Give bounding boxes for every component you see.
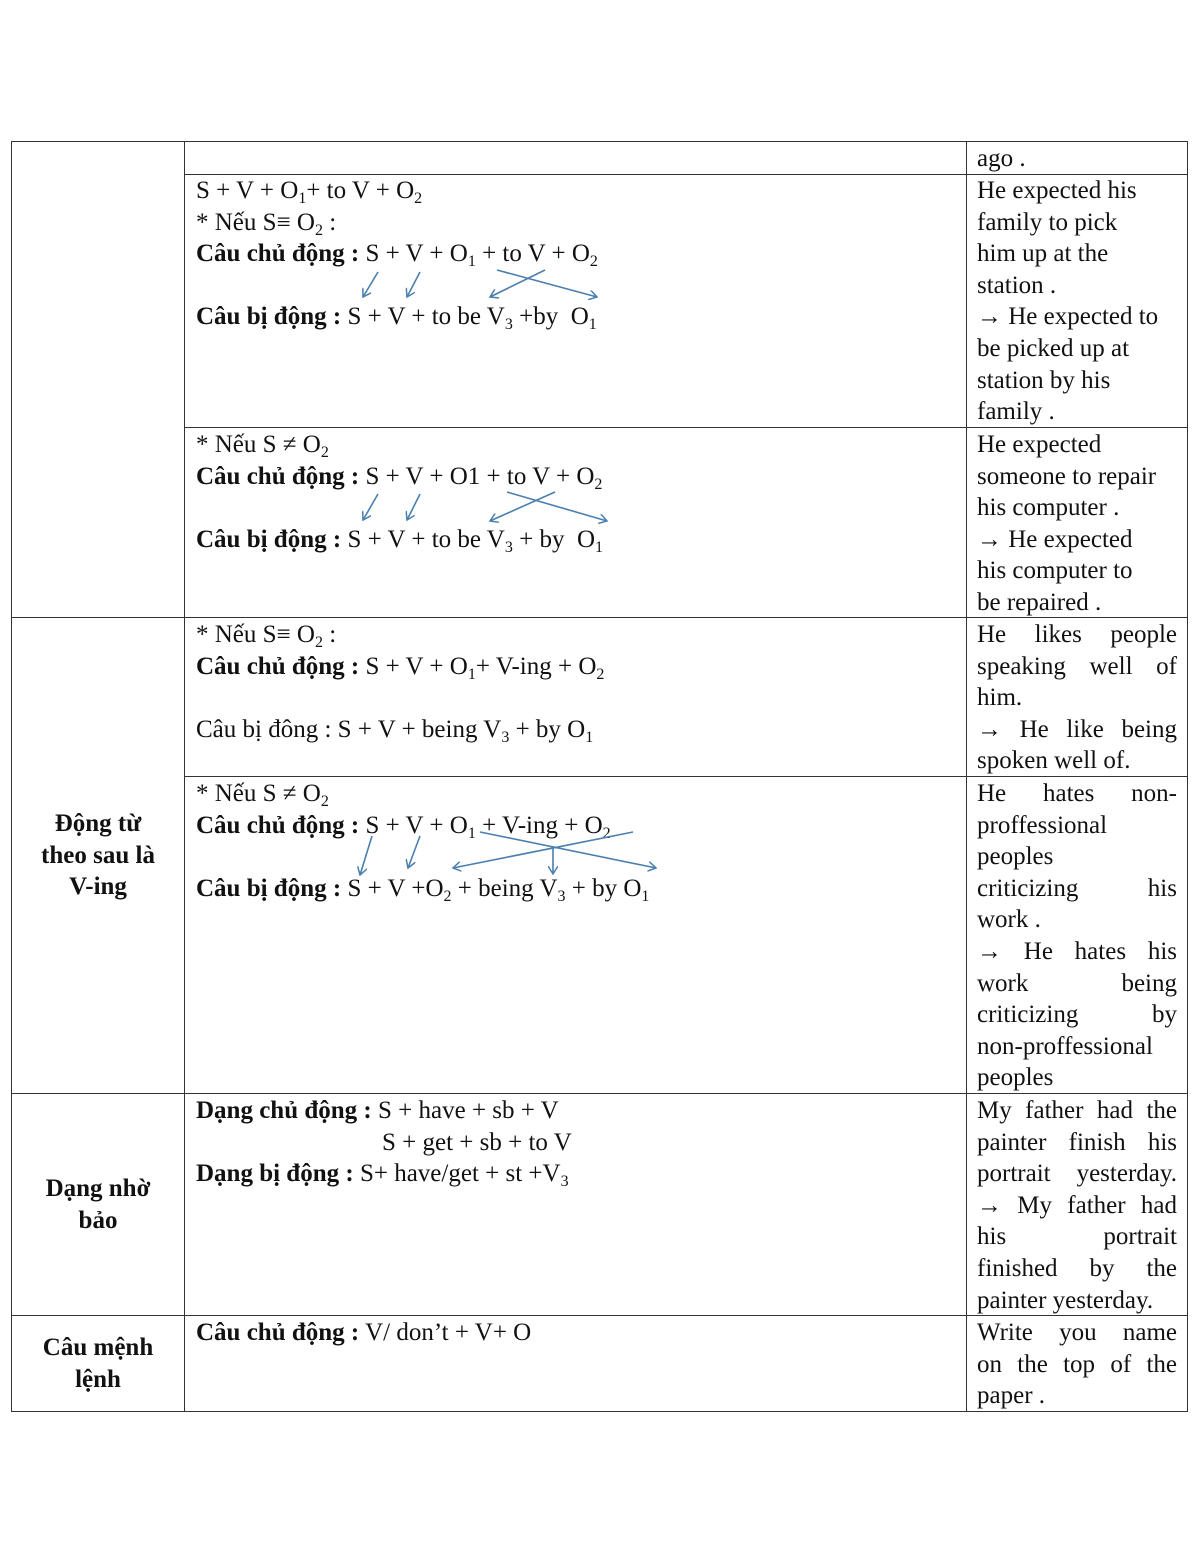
example-r4: He hates non- proffessional peoples criticizing his work . → He hates his work being criticizing by non-proffessional peoples [977,780,1177,1092]
formula-r3 [196,619,956,745]
example-r5: My father had the painter finish his portrait yesterday. → My father had his portrait finished by the painter yesterday. [977,1097,1177,1314]
example-r1: He expected his family to pick him up at the station . → He expected to be picked up at station by his family . [977,177,1159,426]
category-imperative: Câu mệnh lệnh [42,1333,154,1393]
table-border-top [11,141,1188,142]
passive-line: Câu bị động : $S + V +O_2$ + being $V_3$ + by $O_1$ [196,874,650,905]
passive-line: Câu bị đông : S + V + being $V_3$ + by $O_1$ [196,715,594,746]
formula-r4 [196,778,956,904]
condition-line: * Nếu $S \ne O_2$ [196,780,329,810]
active-line: Dạng chủ động : S + have + sb + V [196,1097,559,1124]
formula-r1 [196,175,956,333]
example-r3: He likes people speaking well of him. → He like being spoken well of. [977,621,1177,775]
active-line: Câu chủ động : $S + V + O_1+ V-ing + O_2$ [196,652,605,683]
formula-r6 [196,1317,956,1349]
category-causative: Dạng nhờ bảo [45,1174,151,1234]
formula-r2 [196,429,956,555]
active-line: Câu chủ động : S + V + O1 + to $V + O_2$ [196,462,603,493]
active-line: Câu chủ động : $S + V + O_1$ + to $V + O_2$ [196,240,598,271]
condition-line: * Nếu $S \ne O_2$ [196,431,329,461]
passive-line: Câu bị động : S + V + to be $V_3$ + by $O_1$ [196,525,604,556]
active-line: Câu chủ động : V/ don’t + V+ O [196,1319,532,1346]
condition-line: * Nếu $S\equiv O_2$ : [196,208,337,239]
passive-line: Câu bị động : S + V + to be $V_3 +by$ $O_1$ [196,303,597,334]
active-line: Câu chủ động : $S + V + O_1 + V-ing + O_2$ [196,811,611,842]
passive-line: Dạng bị động : S+ have/get + st $+V_3$ [196,1160,569,1191]
active-line-2: S + get + sb + to V [382,1128,572,1156]
formula-r5 [196,1095,956,1190]
pattern-line: $S + V + O_1+$ to $V + O_2$ [196,177,423,207]
category-ving: Động từ theo sau là V-ing [41,810,155,901]
example-r2: He expected someone to repair his computer . → He expected his computer to be repaired . [977,431,1157,616]
example-r0: ago . [977,145,1026,172]
condition-line: * Nếu $S\equiv O_2$ : [196,621,337,651]
example-r6: Write you name on the top of the paper . [977,1319,1177,1410]
